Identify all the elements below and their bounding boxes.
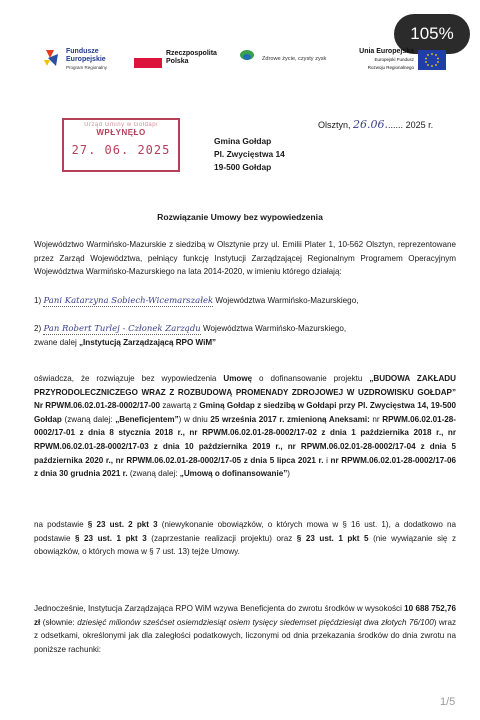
decl-bold-4: „Beneficjentem” bbox=[115, 414, 179, 424]
page-indicator: 1/5 bbox=[440, 696, 456, 708]
eu-flag-icon bbox=[418, 50, 446, 70]
pl-flag bbox=[134, 58, 162, 68]
decl-text-2: o dofinansowanie projektu bbox=[252, 374, 370, 383]
ue-sub2: Rozwoju Regionalnego bbox=[367, 65, 414, 70]
basis-bold-3: § 23 ust. 1 pkt 5 bbox=[296, 533, 369, 543]
decl-text-7: i bbox=[323, 455, 331, 465]
recipient-line3: 19-500 Gołdap bbox=[214, 162, 272, 172]
basis-text-1: na podstawie bbox=[34, 520, 88, 529]
decl-bold-3: Gminą Gołdap z siedzibą w Gołdapi przy Pl. Zwycięstwa 14, 19-500 Gołdap bbox=[34, 401, 456, 424]
rp-line1: Rzeczpospolita bbox=[166, 50, 217, 57]
logo-unia-europejska bbox=[356, 48, 452, 76]
decl-text-6: nr bbox=[369, 414, 383, 424]
fe-sub: Program Regionalny bbox=[66, 65, 108, 70]
decl-text-3: zawartą z bbox=[160, 401, 200, 411]
decl-text-9: ) bbox=[287, 469, 290, 479]
final-text-2: (słownie: bbox=[40, 617, 78, 627]
intro-paragraph: Województwo Warmińsko-Mazurskie z siedzibą w Olsztynie przy ul. Emilii Plater 1, 10-562 Olsztyn, reprezentowane przez Zarząd Województwa, pełniący funkcję Instytucji Zarządzającej Regionalnym Programem Operacyjnym Województwa Warmińsko-Mazurskiego na lata 2014-2020, w imieniu którego działają: bbox=[34, 240, 456, 277]
signer-1-suffix: Województwa Warmińsko-Mazurskiego, bbox=[215, 296, 359, 305]
recipient-address bbox=[214, 135, 285, 174]
rp-line2: Polska bbox=[166, 58, 189, 65]
final-amount-words: dziesięć milionów sześćset osiemdziesiąt osiem tysięcy siedemset pięćdziesiąt dwa złotych 76/100 bbox=[77, 617, 434, 627]
place-city: Olsztyn, bbox=[318, 120, 351, 130]
decl-bold-7: nr RPWM.06.02.01-28-0002/17-06 z dnia 30 grudnia 2021 r. bbox=[34, 455, 456, 479]
date-dots: ...... bbox=[388, 120, 404, 130]
logo-fundusze-europejskie bbox=[44, 46, 144, 72]
basis-text-3: (zaprzestanie realizacji projektu) oraz bbox=[146, 533, 297, 543]
place-date bbox=[318, 118, 433, 133]
decl-bold-8: „Umową o dofinansowanie” bbox=[179, 469, 288, 479]
date-year: 2025 r. bbox=[405, 120, 434, 130]
declaration-paragraph bbox=[34, 372, 456, 481]
recipient-line1: Gmina Gołdap bbox=[214, 136, 272, 146]
repayment-paragraph bbox=[34, 602, 456, 656]
signer-1 bbox=[34, 294, 464, 309]
basis-bold-1: § 23 ust. 2 pkt 3 bbox=[87, 520, 158, 529]
signer-2-num: 2) bbox=[34, 324, 42, 333]
ue-sub1: Europejski Fundusz bbox=[374, 57, 414, 62]
signer-2-handwritten: Pan Robert Turlej - Członek Zarządu bbox=[43, 324, 201, 334]
receipt-stamp bbox=[62, 118, 180, 172]
decl-bold-1: Umowę bbox=[223, 374, 253, 383]
recipient-line2: Pl. Zwycięstwa 14 bbox=[214, 149, 285, 159]
fe-star-logo bbox=[44, 48, 62, 68]
decl-text-5: ) w dniu bbox=[178, 414, 211, 424]
decl-text-4: (zwaną dalej: bbox=[61, 414, 116, 424]
decl-bold-5: 25 września 2017 r. zmienioną Aneksami: bbox=[210, 414, 370, 424]
signer-1-num: 1) bbox=[34, 296, 42, 305]
document-title: Rozwiązanie Umowy bez wypowiedzenia bbox=[157, 212, 323, 222]
stamp-date: 27. 06. 2025 bbox=[71, 143, 171, 157]
final-text-3: ) wraz z odsetkami, określonymi jak dla zaległości podatkowych, liczonymi od dnia przekazania środków do dnia zwrotu na poniższe rachunki: bbox=[34, 617, 456, 654]
signer-1-handwritten: Pani Katarzyna Sobiech-Wicemarszałek bbox=[43, 296, 214, 306]
final-text-1: Jednocześnie, Instytucja Zarządzająca RPO WiM wzywa Beneficjenta do zwrotu środków w wysokości bbox=[34, 604, 405, 613]
warmia-logo-icon bbox=[238, 48, 256, 64]
fe-line1: Fundusze bbox=[66, 48, 99, 55]
zwane-prefix: zwane dalej bbox=[34, 338, 79, 347]
zwane-line bbox=[34, 336, 216, 350]
warmia-slogan: Zdrowe życie, czysty zysk bbox=[262, 56, 327, 62]
signer-2 bbox=[34, 322, 464, 337]
decl-text-1: oświadcza, że rozwiązuje bez wypowiedzenia bbox=[34, 374, 224, 383]
zoom-indicator: 105% bbox=[394, 14, 470, 54]
basis-paragraph bbox=[34, 518, 456, 559]
stamp-label: WPŁYNĘŁO bbox=[96, 128, 146, 137]
stamp-org: Urząd Gminy w Gołdapi bbox=[84, 122, 158, 128]
decl-bold-2: „BUDOWA ZAKŁADU PRZYRODOLECZNICZEGO WRAZ Z ROZBUDOWĄ PROMENADY ZDROJOWEJ W UZDROWISKU GOŁDAP” Nr RPWM.06.02.01-28-0002/17-00 bbox=[34, 374, 456, 411]
basis-text-2: (niewykonanie obowiązków, o których mowa w § 16 ust. 1), a dodatkowo na podstawie bbox=[34, 520, 457, 543]
final-amount: 10 688 752,76 zł bbox=[34, 604, 456, 627]
signer-2-suffix: Województwa Warmińsko-Mazurskiego, bbox=[203, 324, 347, 333]
fe-line2: Europejskie bbox=[66, 56, 106, 63]
logo-rzeczpospolita bbox=[134, 50, 224, 72]
zwane-bold: „Instytucją Zarządzającą RPO WiM” bbox=[79, 338, 217, 347]
decl-bold-6: RPWM.06.02.01-28-0002/17-01 z dnia 8 stycznia 2018 r., nr RPWM.06.02.01-28-0002/17-02 z dnia 1 października 2018 r., nr RPWM.06.02.01-28-0002/17-03 z dnia 10 października 2019 r., nr RPWM.06.02.01-28-0002/17-04 z dnia 5 października 2020 r., nr RPWM.06.02.01-28-0002/17-05 z dnia 5 lipca 2021 r. bbox=[34, 414, 457, 465]
decl-text-8: (zwaną dalej: bbox=[127, 469, 180, 479]
handwritten-date: 26.06. bbox=[353, 118, 389, 131]
basis-bold-2: § 23 ust. 1 pkt 3 bbox=[75, 533, 147, 543]
basis-text-4: (nie wywiązanie się z obowiązków, o których mowa w § 7 ust. 13) tejże Umowy. bbox=[34, 533, 457, 557]
ue-line1: Unia Europejska bbox=[359, 48, 414, 55]
